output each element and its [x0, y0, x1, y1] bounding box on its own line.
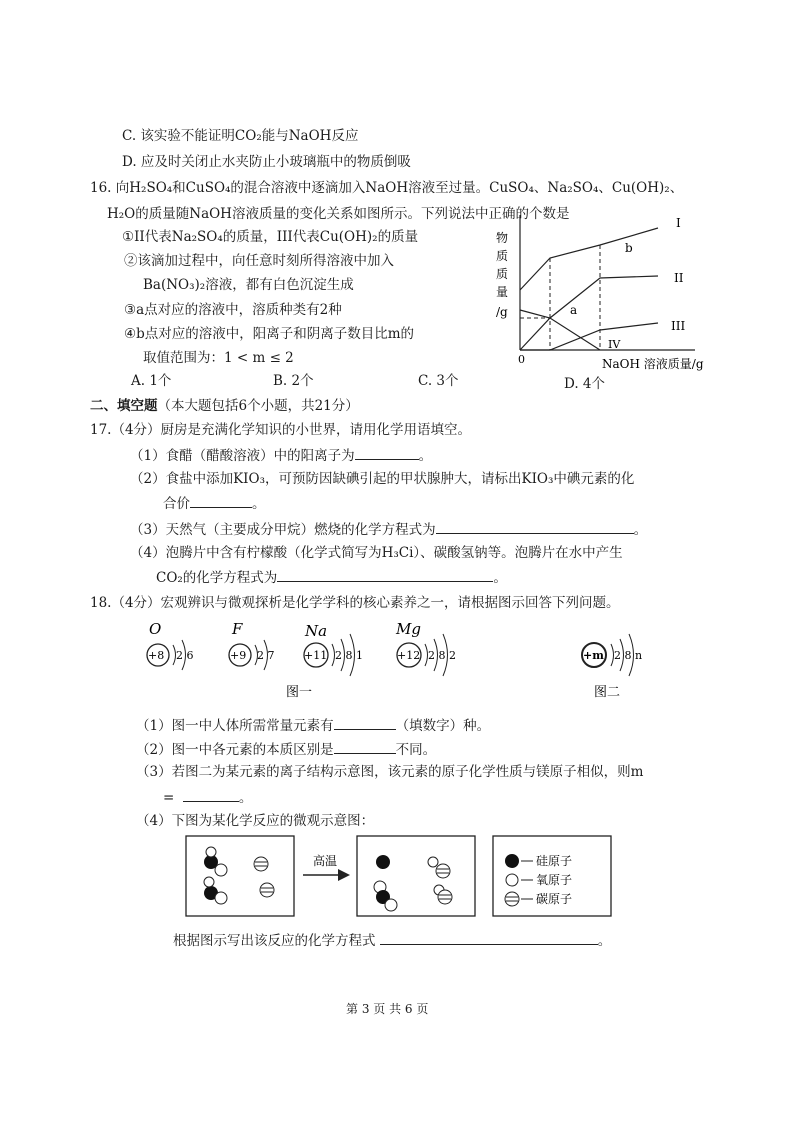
atom-symbol-mg: Mg [396, 620, 421, 638]
q16-statement-2b: Ba(NO₃)₂溶液，都有白色沉淀生成 [143, 277, 354, 293]
atom-symbol-o: O [149, 620, 162, 638]
shells-f: 2 7 [257, 649, 275, 662]
y-label-3: 质 [496, 267, 509, 281]
q16-option-c: C. 3个 [418, 373, 459, 389]
q17-part3-text: （3）天然气（主要成分甲烷）燃烧的化学方程式为 [130, 522, 436, 538]
q16-statement-4a: ④b点对应的溶液中，阳离子和阴离子数目比m的 [124, 326, 415, 342]
products-box [357, 836, 475, 916]
arrow-label: 高温 [313, 854, 338, 868]
q18-answer-2[interactable] [334, 739, 396, 754]
page-footer: 第 3 页 共 6 页 [346, 1002, 429, 1016]
atom-sodium [304, 622, 363, 676]
q16-stem-line2: H₂O的质量随NaOH溶液质量的变化关系如图所示。下列说法中正确的个数是 [107, 206, 570, 222]
shells-mg: 2 8 2 [428, 649, 456, 662]
section2-note: （本大题包括6个小题，共21分） [157, 398, 359, 414]
q18-part3b-end: 。 [238, 790, 253, 806]
point-label-a: a [570, 303, 578, 317]
q17-part4b-text: CO₂的化学方程式为 [156, 570, 278, 586]
q18-final-text: 根据图示写出该反应的化学方程式 [173, 933, 376, 949]
x-axis-label: NaOH 溶液质量/g [602, 357, 704, 371]
q16-option-d: D. 4个 [564, 376, 606, 392]
figure1-label: 图一 [286, 685, 313, 700]
q17-answer-4[interactable] [277, 567, 493, 582]
nucleus-o: +8 [148, 649, 165, 662]
shells-na: 2 8 1 [335, 649, 363, 662]
shells-ion: 2 8 n [614, 649, 643, 662]
curve-label-IV: IV [608, 338, 621, 351]
y-label-2: 质 [496, 249, 509, 263]
figure2-label: 图二 [594, 685, 621, 700]
q18-figure2 [574, 618, 684, 700]
q15-option-d: D. 应及时关闭止水夹防止小玻璃瓶中的物质倒吸 [122, 154, 411, 170]
q17-part3-end: 。 [633, 522, 648, 538]
q18-final-end: 。 [597, 933, 612, 949]
q16-statement-4b: 取值范围为：1 < m ≤ 2 [143, 350, 294, 366]
q17-part4: （4）泡腾片中含有柠檬酸（化学式简写为H₃Ci）、碳酸氢钠等。泡腾片在水中产生 [130, 545, 623, 561]
shells-o: 2 6 [176, 649, 194, 662]
q18-part1-end: （填数字）种。 [395, 718, 491, 734]
point-label-b: b [625, 241, 633, 255]
q16-option-a: A. 1个 [131, 373, 172, 389]
y-label-1: 物 [496, 231, 509, 245]
carbon-atom [436, 864, 450, 878]
curve-label-I: I [676, 216, 681, 230]
q17-answer-3[interactable] [436, 519, 634, 534]
q17-part2: （2）食盐中添加KIO₃，可预防因缺碘引起的甲状腺肿大，请标出KIO₃中碘元素的化 [130, 471, 635, 487]
carbon-atom [438, 890, 452, 904]
q15-option-c: C. 该实验不能证明CO₂能与NaOH反应 [122, 128, 359, 144]
nucleus-na: +11 [304, 649, 328, 662]
legend-carbon: 碳原子 [536, 892, 573, 906]
q17-part2-end: 。 [252, 496, 266, 512]
q18-part1 [136, 715, 490, 735]
curve-I [520, 228, 658, 290]
q18-part3: （3）若图二为某元素的离子结构示意图，该元素的原子化学性质与镁原子相似，则m [136, 764, 644, 780]
nucleus-f: +9 [230, 649, 247, 662]
q17-part2b-text: 合价 [163, 496, 190, 512]
q18-final [173, 930, 611, 950]
q16-statement-1: ①II代表Na₂SO₄的质量，III代表Cu(OH)₂的质量 [122, 229, 419, 245]
section2-heading [90, 397, 359, 415]
q17-part4b [156, 567, 507, 587]
q17-part2b [163, 493, 266, 513]
q18-answer-1[interactable] [334, 715, 396, 730]
q18-part2-text: （2）图一中各元素的本质区别是 [136, 742, 334, 758]
carbon-atom [254, 857, 268, 871]
q18-part2 [136, 739, 436, 759]
q18-answer-4[interactable] [380, 930, 598, 945]
q16-statement-2a: ②该滴加过程中，向任意时刻所得溶液中加入 [124, 253, 394, 269]
atom-magnesium [395, 620, 456, 676]
q16-option-b: B. 2个 [273, 373, 314, 389]
q17-part3 [130, 519, 647, 539]
q18-part2-end: 不同。 [395, 742, 437, 758]
q18-part4: （4）下图为某化学反应的微观示意图： [136, 813, 375, 829]
carbon-atom [260, 883, 274, 897]
q18-answer-3[interactable] [183, 787, 239, 802]
atom-symbol-na: Na [305, 622, 328, 640]
section2-title: 二、填空题 [90, 398, 158, 414]
q16-statement-3: ③a点对应的溶液中，溶质种类有2种 [124, 302, 342, 318]
y-label-5: /g [496, 305, 508, 319]
atom-oxygen [147, 620, 194, 670]
q18-part3b-text: = [163, 790, 175, 806]
q17-part1-text: （1）食醋（醋酸溶液）中的阳离子为 [130, 448, 355, 464]
q17-part1-end: 。 [418, 448, 433, 464]
nucleus-mg: +12 [397, 649, 421, 662]
origin-label: 0 [518, 353, 525, 366]
q18-part3b [163, 787, 252, 807]
q18-figure1 [138, 618, 488, 700]
q17-part1 [130, 445, 432, 465]
atom-fluorine [229, 620, 275, 670]
curve-label-II: II [674, 271, 684, 285]
q16-stem-line1: 16. 向H₂SO₄和CuSO₄的混合溶液中逐滴加入NaOH溶液至过量。CuSO₄、Na₂SO₄、Cu(OH)₂、 [90, 180, 684, 196]
curve-IV [520, 310, 600, 350]
q17-answer-1[interactable] [355, 445, 419, 460]
q16-graph [490, 210, 720, 378]
reactants-box [186, 836, 294, 916]
curve-label-III: III [671, 319, 686, 333]
q17-part4-end: 。 [493, 570, 507, 586]
q17-stem: 17.（4分）厨房是充满化学知识的小世界，请用化学用语填空。 [90, 422, 472, 438]
curve-II [520, 276, 658, 350]
q18-part1-text: （1）图一中人体所需常量元素有 [136, 718, 334, 734]
q18-stem: 18.（4分）宏观辨识与微观探析是化学学科的核心素养之一，请根据图示回答下列问题。 [90, 595, 620, 611]
legend-oxygen: 氧原子 [536, 873, 573, 887]
atom-symbol-f: F [232, 620, 243, 638]
nucleus-ion: +m [583, 649, 604, 662]
y-label-4: 量 [496, 285, 509, 299]
q18-reaction-diagram [185, 835, 635, 920]
legend-silicon: 硅原子 [536, 854, 573, 868]
q17-answer-2[interactable] [190, 493, 252, 508]
